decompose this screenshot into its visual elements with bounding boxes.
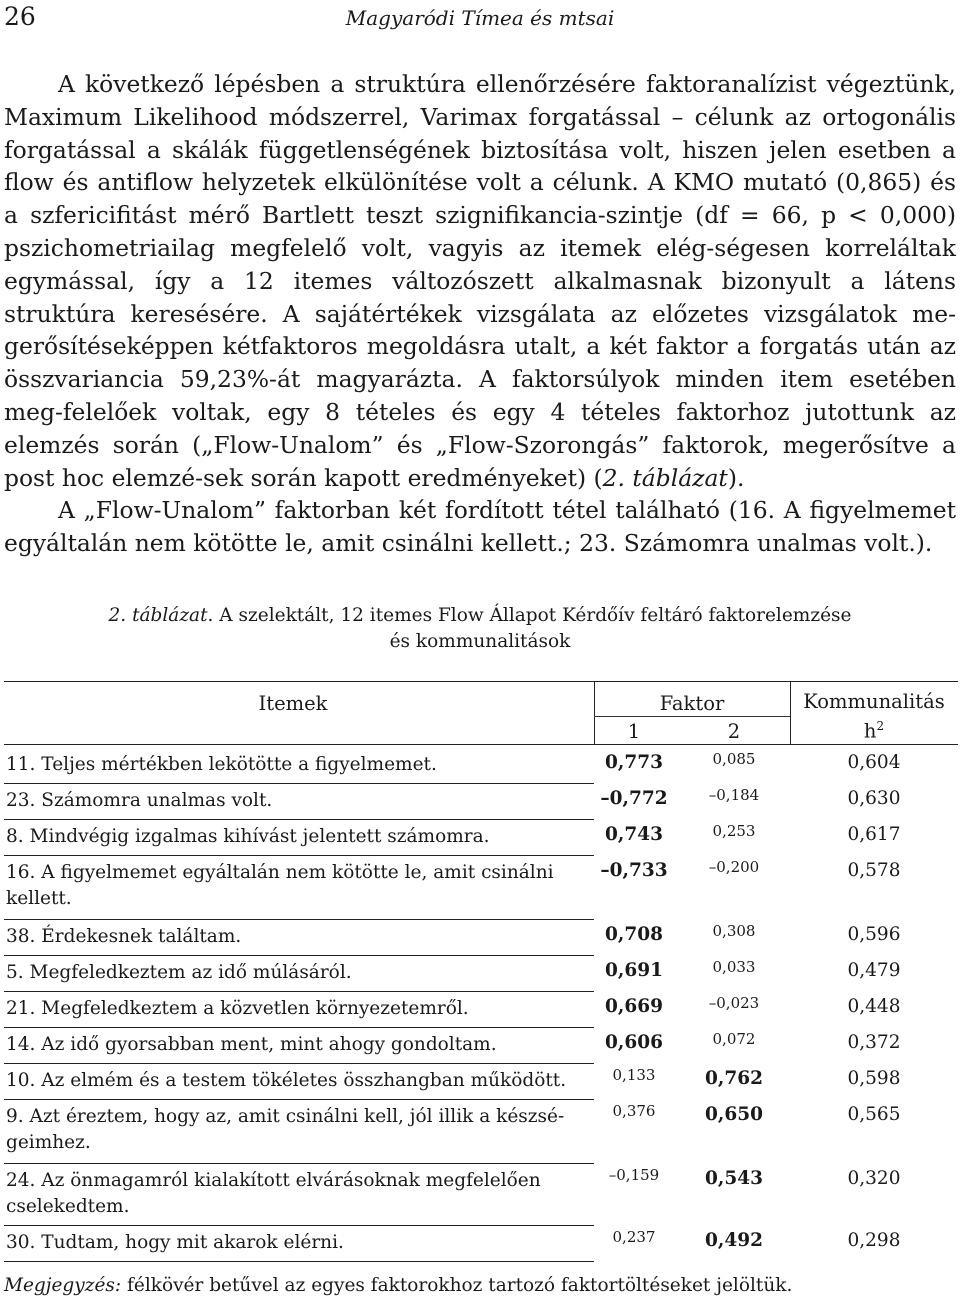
- table-row: [4, 992, 958, 1028]
- factor-1-loading: 0,237: [612, 1228, 656, 1246]
- factor-2-loading: 0,762: [705, 1068, 763, 1089]
- header-items: Itemek: [258, 692, 328, 715]
- footnote-label: Megjegyzés:: [4, 1275, 122, 1296]
- factor-2-loading: 0,033: [712, 958, 756, 976]
- table-row: [4, 856, 958, 920]
- factor-2-loading: 0,085: [712, 750, 756, 768]
- factor-1-loading: –0,733: [600, 860, 668, 881]
- communality-value: 0,578: [847, 860, 901, 881]
- caption-line-1: [0, 603, 960, 629]
- factor-1-loading: –0,159: [608, 1166, 660, 1184]
- factor-2-loading: –0,184: [708, 786, 760, 804]
- item-text: 30. Tudtam, hogy mit akarok elérni.: [6, 1232, 344, 1253]
- paragraph-2: A „Flow-Unalom” faktorban két fordított tétel található (16. A figyelmemet egyáltalán nem kötötte le, amit csinálni kellett.; 23. Számomra unalmas volt.).: [4, 496, 956, 558]
- factor-2-loading: 0,253: [712, 822, 756, 840]
- item-text: 16. A figyelmemet egyáltalán nem kötötte le, amit csinálni kellett.: [6, 862, 554, 909]
- item-text: 10. Az elmém és a testem tökéletes összhangban működött.: [6, 1070, 567, 1091]
- header-factor-2: 2: [727, 720, 741, 743]
- header-h2: [790, 714, 958, 744]
- communality-value: 0,617: [847, 824, 901, 845]
- header-h2-base: h: [863, 719, 877, 743]
- factor-1-loading: 0,691: [605, 960, 663, 981]
- item-text: 11. Teljes mértékben lekötötte a figyelmemet.: [6, 754, 437, 775]
- communality-value: 0,448: [847, 996, 901, 1017]
- factor-1-loading: 0,773: [605, 752, 663, 773]
- factor-1-loading: 0,708: [605, 924, 663, 945]
- table-row: [4, 1164, 958, 1226]
- item-text: 5. Megfeledkeztem az idő múlásáról.: [6, 962, 352, 983]
- factor-1-loading: –0,772: [600, 788, 668, 809]
- footnote-text: félkövér betűvel az egyes faktorokhoz tartozó faktortöltéseket jelöltük.: [121, 1275, 793, 1296]
- table-row: [4, 820, 958, 856]
- table-row: [4, 1100, 958, 1164]
- item-text: 21. Megfeledkeztem a közvetlen környezetemről.: [6, 998, 469, 1019]
- paragraph-1-text: A következő lépésben a struktúra ellenőrzésére faktoranalízist végeztünk, Maximum Likelihood módszerrel, Varimax forgatással – célunk az ortogonális forgatással a skálák függetlenségének biztosítása volt, hiszen jelen esetben a flow és antiflow helyzetek elkülönítése volt a célunk. A KMO mutató (0,865) és a szfericifitást mérő Bartlett teszt szignifikancia-szintje (df = 66, p < 0,000) pszichometriailag megfelelő volt, vagyis az itemek elég-ségesen korreláltak egymással, így a 12 itemes változószett alkalmasnak bizonyult a látens struktúra keresésére. A sajátértékek vizsgálata az előzetes vizsgálatok me-gerősítéseképpen kétfaktoros megoldásra utalt, a két faktor a forgatás után az összvariancia 59,23%-át magyarázta. A faktorsúlyok minden item esetében meg-felelőek voltak, egy 8 tételes és egy 4 tételes faktorhoz jutottunk az elemzés során („Flow-Unalom” és „Flow-Szorongás” faktorok, megerősítve a post hoc elemzé-sek során kapott eredményeket) (: [4, 70, 956, 492]
- item-text: 14. Az idő gyorsabban ment, mint ahogy gondoltam.: [6, 1034, 497, 1055]
- table-row: [4, 956, 958, 992]
- header-factor-rule: [594, 716, 790, 717]
- paragraph-1-end: ).: [727, 463, 745, 492]
- factor-2-loading: –0,200: [708, 858, 760, 876]
- caption-text: . A szelektált, 12 itemes Flow Állapot Kérdőív feltáró faktorelemzése: [207, 605, 852, 626]
- item-text: 23. Számomra unalmas volt.: [6, 790, 273, 811]
- factor-2-loading: 0,072: [712, 1030, 756, 1048]
- body-text: [4, 68, 956, 560]
- communality-value: 0,596: [847, 924, 901, 945]
- factor-1-loading: 0,376: [612, 1102, 656, 1120]
- communality-value: 0,298: [847, 1230, 901, 1251]
- item-text: 24. Az önmagamról kialakított elvárásoknak megfelelően cselekedtem.: [6, 1170, 541, 1217]
- table-row: [4, 1064, 958, 1100]
- table-footnote: [4, 1275, 954, 1296]
- table-row: [4, 920, 958, 956]
- table-row: [4, 748, 958, 784]
- header-factor: Faktor: [659, 692, 725, 715]
- table-header: [4, 681, 958, 745]
- caption-line-2: és kommunalitások: [389, 631, 571, 652]
- communality-value: 0,479: [847, 960, 901, 981]
- table-row: [4, 784, 958, 820]
- communality-value: 0,630: [847, 788, 901, 809]
- factor-2-loading: 0,308: [712, 922, 756, 940]
- communality-value: 0,320: [847, 1168, 901, 1189]
- header-h2-sup: 2: [876, 719, 885, 733]
- running-head: Magyaródi Tímea és mtsai: [345, 6, 615, 30]
- factor-1-loading: 0,606: [605, 1032, 663, 1053]
- communality-value: 0,372: [847, 1032, 901, 1053]
- factor-1-loading: 0,133: [612, 1066, 656, 1084]
- factor-1-loading: 0,669: [605, 996, 663, 1017]
- factor-2-loading: 0,543: [705, 1168, 763, 1189]
- communality-value: 0,565: [847, 1104, 901, 1125]
- page-header: [0, 0, 960, 40]
- factor-2-loading: –0,023: [708, 994, 760, 1012]
- item-text: 8. Mindvégig izgalmas kihívást jelentett számomra.: [6, 826, 490, 847]
- factor-2-loading: 0,492: [705, 1230, 763, 1251]
- page-number: 26: [4, 2, 36, 31]
- table-row: [4, 1226, 958, 1262]
- communality-value: 0,604: [847, 752, 901, 773]
- paragraph-1: [4, 68, 956, 494]
- row-rule: [4, 1261, 594, 1262]
- header-communality-label: Kommunalitás: [803, 690, 945, 713]
- header-communality: [790, 690, 958, 744]
- factor-1-loading: 0,743: [605, 824, 663, 845]
- factor-2-loading: 0,650: [705, 1104, 763, 1125]
- table-row: [4, 1028, 958, 1064]
- header-factor-1: 1: [627, 720, 641, 743]
- caption-label: 2. táblázat: [108, 605, 208, 626]
- item-text: 38. Érdekesnek találtam.: [6, 926, 242, 947]
- factor-loading-table: [4, 681, 958, 1253]
- paragraph-1-table-ref: 2. táblázat: [602, 463, 728, 492]
- table-caption: [0, 603, 960, 655]
- item-text: 9. Azt éreztem, hogy az, amit csinálni kell, jól illik a készsé-geimhez.: [6, 1106, 565, 1153]
- communality-value: 0,598: [847, 1068, 901, 1089]
